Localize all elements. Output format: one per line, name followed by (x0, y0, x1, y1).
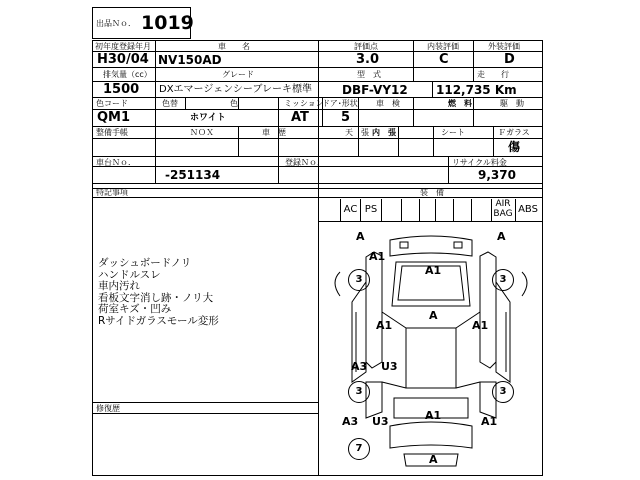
damage-wheel-fl: 3 (348, 269, 370, 291)
interior-label: 内装評価 (427, 42, 459, 51)
mission-value: AT (291, 110, 309, 125)
damage-mark: A (497, 230, 506, 243)
score-label: 評価点 (354, 42, 378, 51)
equipment-label: 装 備 (420, 188, 444, 197)
lot-number-box (92, 7, 194, 39)
damage-mark: A1 (425, 409, 442, 422)
damage-mark: U3 (381, 360, 398, 373)
exterior-label: 外装評価 (488, 42, 520, 51)
damage-mark: A (356, 230, 365, 243)
notes-label: 特記事項 (96, 188, 128, 197)
chassis-value: -251134 (165, 168, 221, 182)
doors-label: ドア･形状 (322, 99, 358, 108)
nox-label: ＮＯＸ (190, 128, 214, 137)
fglass-value: 傷 (508, 140, 521, 154)
model-value: NV150AD (158, 53, 222, 67)
list-item: ダッシュボードノリ (98, 257, 192, 269)
damage-mark: A1 (376, 319, 393, 332)
damage-mark: U3 (372, 415, 389, 428)
recycle-label: リサイクル料金 (452, 158, 507, 167)
damage-wheel-fr: 3 (492, 269, 514, 291)
mission-label: ミッション (284, 99, 324, 108)
grade-label: グレード (222, 70, 254, 79)
chassis-label: 車台Ｎｏ． (96, 158, 136, 167)
fglass-label: Ｆガラス (498, 128, 530, 137)
equipment-abs: ABS (518, 204, 538, 215)
vehicle-diagram (320, 222, 542, 476)
repair-label: 修復歴 (96, 404, 120, 413)
damage-mark: A1 (369, 250, 386, 263)
damage-mark: A (429, 309, 438, 322)
drive-label: 駆 動 (500, 99, 524, 108)
damage-spare-wheel: 7 (348, 438, 370, 460)
displacement-value: 1500 (103, 82, 140, 97)
equipment-airbag: AIR BAG (493, 199, 513, 219)
first-reg-value: H30/04 (97, 52, 149, 67)
model-label: 車 名 (218, 42, 250, 51)
damage-mark: A3 (342, 415, 359, 428)
damage-wheel-rl: 3 (348, 381, 370, 403)
color-value: ホワイト (190, 113, 226, 123)
equipment-ps: PS (364, 204, 378, 215)
ceiling-label: 天 張 (345, 128, 369, 137)
equipment-cell (322, 199, 341, 221)
first-reg-label: 初年度登録年月 (95, 42, 151, 51)
equipment-grid (322, 199, 543, 221)
damage-mark: A (429, 453, 438, 466)
list-item: 看板文字消し跡・ノリ大 (98, 291, 214, 304)
doors-value: 5 (341, 110, 351, 125)
manual-label: 整備手帳 (96, 128, 128, 137)
list-item: ハンドルスレ (98, 268, 161, 281)
reg-label: 登録Ｎｏ． (285, 158, 325, 167)
fuel-label: 燃 料 (448, 99, 472, 108)
seat-label: シート (441, 128, 465, 137)
recycle-value: 9,370 (478, 168, 516, 182)
lot-number-label: 出品Ｎｏ． (96, 19, 136, 28)
damage-mark: A1 (425, 264, 442, 277)
type-value: DBF-VY12 (342, 83, 408, 97)
grade-value: DXエマージェンシーブレーキ標準 (159, 84, 313, 95)
damage-wheel-rr: 3 (492, 381, 514, 403)
history-label: 車 歴 (262, 128, 286, 137)
equipment-ac: AC (343, 204, 358, 215)
inner-label: 内 張 (372, 128, 396, 137)
damage-mark: A1 (481, 415, 498, 428)
displacement-label: 排気量（cc） (103, 70, 152, 79)
notes-list (98, 258, 219, 327)
list-item: 車内汚れ (98, 280, 140, 292)
mileage-label: 走 行 (477, 70, 509, 79)
color-change-label: 色替 (162, 99, 178, 108)
damage-mark: A3 (351, 360, 368, 373)
color-label: 色 (230, 99, 238, 108)
interior-value: C (439, 52, 449, 67)
color-code-value: QM1 (97, 110, 131, 125)
list-item: Rサイドガラスモール変形 (98, 314, 219, 327)
color-code-label: 色コード (96, 99, 128, 108)
damage-mark: A1 (472, 319, 489, 332)
inspection-label: 車 検 (376, 99, 400, 108)
score-value: 3.0 (356, 52, 380, 67)
list-item: 荷室キズ・凹み (98, 303, 172, 315)
mileage-value: 112,735 Km (436, 83, 517, 97)
exterior-value: D (504, 52, 515, 67)
lot-number: 1019 (141, 12, 194, 34)
type-label: 型 式 (357, 70, 381, 79)
